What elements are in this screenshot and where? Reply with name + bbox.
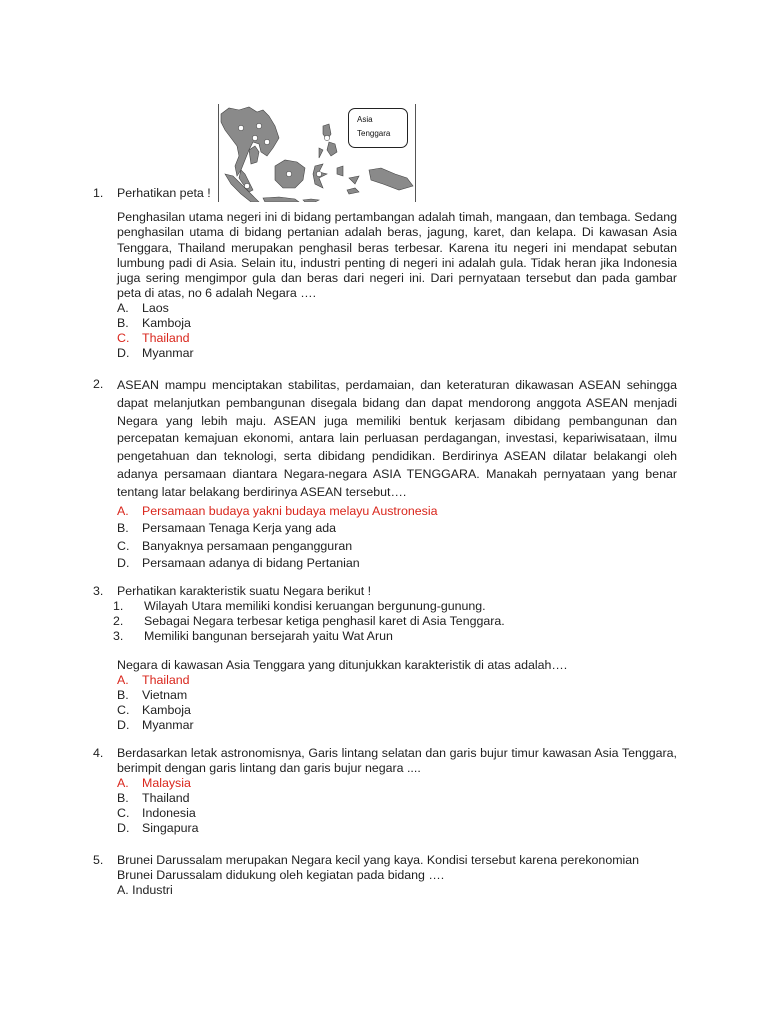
question-stem: Berdasarkan letak astronomisnya, Garis lintang selatan dan garis bujur timur kawasan Asia Tenggara, berimpit dengan garis lintang dan garis bujur negara .... [117,746,677,776]
list-item: 2. Sebagai Negara terbesar ketiga penghasil karet di Asia Tenggara. [113,614,505,629]
question-5 [93,853,677,899]
question-stem: ASEAN mampu menciptakan stabilitas, perdamaian, dan keteraturan dikawasan ASEAN sehingga dapat melanjutkan pembangunan disegala bidang dan dapat mendorong anggota ASEAN menjadi Negara yang lebih maju. ASEAN juga memiliki bentuk kerjasam dibidang pembangunan dan percepatan kemajuan ekonomi, antara lain perluasan perdagangan, investasi, kepariwisataan, ilmu pengetahuan dan teknologi, serta dibidang pendidikan. Berdirinya ASEAN dilatar belakangi oleh adanya persamaan diantara Negara-negara ASIA TENGGARA. Manakah pernyataan yang benar tentang latar belakang berdirinya ASEAN tersebut…. [117,378,677,499]
options-list [117,301,677,361]
list-item: 1. Wilayah Utara memiliki kondisi keruangan bergunung-gunung. [113,599,486,614]
option-b[interactable]: B. Vietnam [117,688,188,703]
option-a-answer[interactable]: A. Thailand [117,673,190,688]
question-stem-line1: Brunei Darussalam merupakan Negara kecil yang kaya. Kondisi tersebut karena perekonomian [117,853,640,867]
option-d[interactable]: D. Myanmar [117,718,194,733]
options-list [117,503,677,573]
option-b[interactable]: B. Kamboja [117,316,191,331]
options-list [117,776,677,836]
map-legend-line2: Tenggara [357,129,391,138]
question-number: 5. [93,853,104,867]
option-b[interactable]: B. Thailand [117,791,190,806]
question-number: 1. [93,186,104,200]
option-d[interactable]: D. Persamaan adanya di bidang Pertanian [117,556,360,571]
map-legend-line1: Asia [357,115,373,124]
option-c[interactable]: C. Indonesia [117,806,196,821]
characteristics-list [113,599,677,644]
option-a-answer[interactable]: A. Persamaan budaya yakni budaya melayu Austronesia [117,503,438,518]
question-stem: Negara di kawasan Asia Tenggara yang ditunjukkan karakteristik di atas adalah…. [117,658,568,673]
option-b[interactable]: B. Persamaan Tenaga Kerja yang ada [117,521,337,536]
question-number: 3. [93,584,104,598]
option-d[interactable]: D. Myanmar [117,346,194,361]
option-a[interactable]: A. Industri [117,883,173,898]
question-3 [93,584,677,733]
map-legend-box [348,108,408,148]
option-d[interactable]: D. Singapura [117,821,199,836]
question-stem-line2: Brunei Darussalam didukung oleh kegiatan pada bidang …. [117,868,445,883]
question-number: 2. [93,377,104,391]
option-c-answer[interactable]: C. Thailand [117,331,190,346]
question-4 [93,746,677,836]
question-intro: Perhatikan peta ! [117,186,211,200]
option-c[interactable]: C. Banyaknya persamaan pengangguran [117,538,353,553]
question-1 [93,186,677,361]
question-intro: Perhatikan karakteristik suatu Negara berikut ! [117,584,372,598]
options-list [117,673,677,733]
option-c[interactable]: C. Kamboja [117,703,191,718]
question-2 [93,377,677,573]
question-stem: Penghasilan utama negeri ini di bidang pertambangan adalah timah, mangaan, dan tembaga. Sedang penghasilan utama di bidang pertanian adalah beras, jagung, karet, dan kelapa. Di kawasan Asia Tenggara, Thailand merupakan penghasil beras terbesar. Karena itu negeri ini mendapat sebutan lumbung padi di Asia. Selain itu, industri penting di negeri ini adalah gula. Tidak heran jika Indonesia juga sering mengimpor gula dan beras dari negeri ini. Dari pernyataan tersebut dan pada gambar peta di atas, no 6 adalah Negara …. [117,210,677,301]
list-item: 3. Memiliki bangunan bersejarah yaitu Wat Arun [113,629,393,644]
option-a[interactable]: A. Laos [117,301,169,316]
option-a-answer[interactable]: A. Malaysia [117,776,191,791]
question-number: 4. [93,746,104,760]
